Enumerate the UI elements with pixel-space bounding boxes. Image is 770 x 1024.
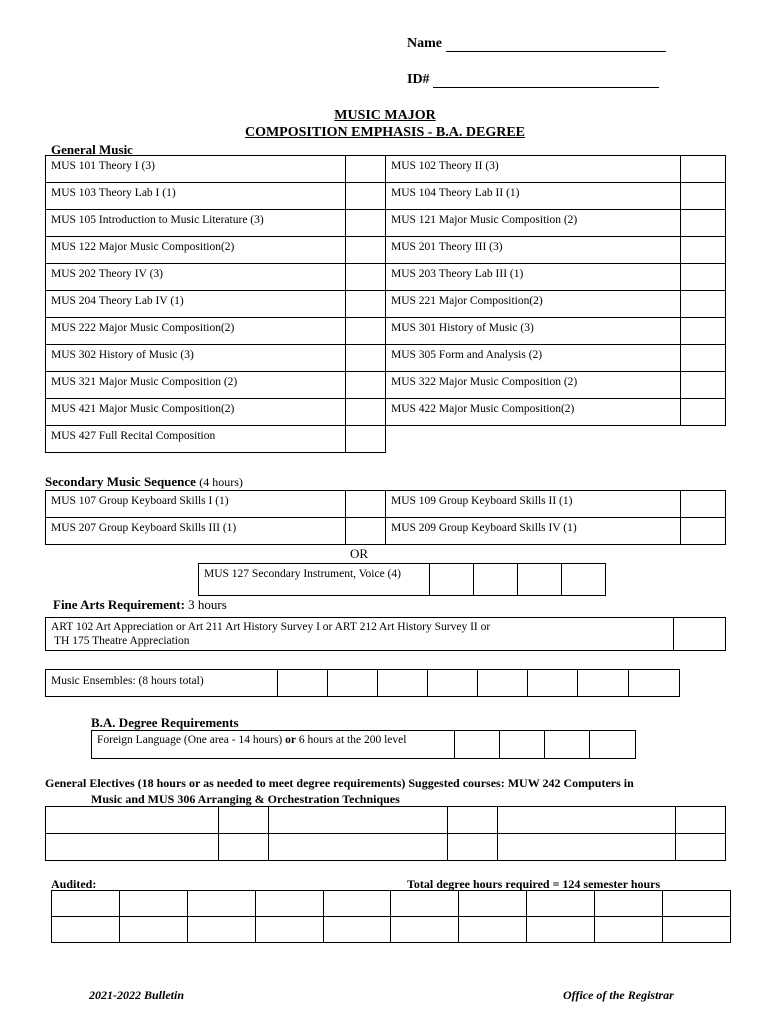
table-row xyxy=(46,372,726,399)
secondary-alt-course: MUS 127 Secondary Instrument, Voice (4) xyxy=(199,564,430,596)
course-check-box[interactable] xyxy=(346,491,386,518)
audit-cell[interactable] xyxy=(459,917,527,943)
audit-cell[interactable] xyxy=(527,891,595,917)
course-check-box[interactable] xyxy=(681,156,726,183)
course-name: MUS 301 History of Music (3) xyxy=(386,318,681,345)
audit-cell[interactable] xyxy=(255,917,323,943)
audit-row xyxy=(52,891,731,917)
elective-hours-cell[interactable] xyxy=(676,834,726,861)
id-input-line[interactable] xyxy=(433,74,659,88)
fine-arts-table xyxy=(45,617,726,651)
ba-box-2[interactable] xyxy=(500,731,545,759)
course-name: MUS 202 Theory IV (3) xyxy=(46,264,346,291)
course-name: MUS 102 Theory II (3) xyxy=(386,156,681,183)
fine-arts-line-1: ART 102 Art Appreciation or Art 211 Art History Survey I or ART 212 Art History Survey II or xyxy=(51,621,491,633)
table-row xyxy=(46,291,726,318)
secondary-heading-label: Secondary Music Sequence xyxy=(45,474,196,489)
elective-cell[interactable] xyxy=(46,807,219,834)
course-name: MUS 203 Theory Lab III (1) xyxy=(386,264,681,291)
ba-heading: B.A. Degree Requirements xyxy=(91,715,239,730)
course-name: MUS 302 History of Music (3) xyxy=(46,345,346,372)
ba-table xyxy=(91,730,636,759)
general-music-table xyxy=(45,155,726,453)
table-row xyxy=(46,318,726,345)
electives-line-2: Music and MUS 306 Arranging & Orchestration Techniques xyxy=(91,792,400,806)
fine-arts-heading xyxy=(53,597,227,613)
course-name: MUS 209 Group Keyboard Skills IV (1) xyxy=(386,518,681,545)
footer-bulletin: 2021-2022 Bulletin xyxy=(89,988,185,1002)
ensemble-box[interactable] xyxy=(378,670,428,697)
course-check-box[interactable] xyxy=(346,426,386,453)
course-check-box[interactable] xyxy=(681,399,726,426)
fine-arts-hours: 3 hours xyxy=(188,597,227,612)
table-row xyxy=(46,183,726,210)
alt-box-3[interactable] xyxy=(518,564,562,596)
ba-box-3[interactable] xyxy=(545,731,590,759)
course-check-box[interactable] xyxy=(346,237,386,264)
ensembles-table xyxy=(45,669,680,697)
audit-cell[interactable] xyxy=(391,891,459,917)
alt-box-4[interactable] xyxy=(562,564,606,596)
course-check-box[interactable] xyxy=(681,372,726,399)
course-check-box[interactable] xyxy=(346,183,386,210)
course-check-box[interactable] xyxy=(681,345,726,372)
course-name: MUS 222 Major Music Composition(2) xyxy=(46,318,346,345)
audit-cell[interactable] xyxy=(119,891,187,917)
ba-text-a: Foreign Language (One area - 14 hours) xyxy=(97,734,283,746)
course-name: MUS 109 Group Keyboard Skills II (1) xyxy=(386,491,681,518)
course-check-box[interactable] xyxy=(681,318,726,345)
secondary-hours: (4 hours) xyxy=(199,475,243,489)
audit-cell[interactable] xyxy=(391,917,459,943)
ba-requirement xyxy=(92,731,455,759)
ba-text-b: 6 hours at the 200 level xyxy=(298,734,407,746)
page-title: MUSIC MAJOR xyxy=(334,108,436,123)
course-name: MUS 321 Major Music Composition (2) xyxy=(46,372,346,399)
audit-cell[interactable] xyxy=(255,891,323,917)
electives-table xyxy=(45,806,726,861)
total-hours-label: Total degree hours required = 124 semester hours xyxy=(407,877,661,891)
general-music-heading: General Music xyxy=(51,142,133,157)
secondary-table xyxy=(45,490,726,545)
audited-label: Audited: xyxy=(51,877,97,891)
ba-box-4[interactable] xyxy=(590,731,636,759)
id-label: ID# xyxy=(407,72,430,87)
course-name: MUS 305 Form and Analysis (2) xyxy=(386,345,681,372)
table-row xyxy=(46,491,726,518)
course-name: MUS 105 Introduction to Music Literature (3) xyxy=(46,210,346,237)
table-row xyxy=(46,156,726,183)
course-check-box[interactable] xyxy=(681,491,726,518)
course-check-box[interactable] xyxy=(346,345,386,372)
table-row xyxy=(46,399,726,426)
course-name: MUS 422 Major Music Composition(2) xyxy=(386,399,681,426)
audit-cell[interactable] xyxy=(323,917,391,943)
course-check-box[interactable] xyxy=(681,237,726,264)
id-field xyxy=(407,72,659,88)
empty-cell xyxy=(386,426,726,453)
table-row xyxy=(46,264,726,291)
course-name: MUS 221 Major Composition(2) xyxy=(386,291,681,318)
ensemble-box[interactable] xyxy=(328,670,378,697)
alt-box-1[interactable] xyxy=(430,564,474,596)
audit-cell[interactable] xyxy=(595,917,663,943)
fine-arts-box[interactable] xyxy=(674,618,726,651)
course-name: MUS 107 Group Keyboard Skills I (1) xyxy=(46,491,346,518)
course-name: MUS 201 Theory III (3) xyxy=(386,237,681,264)
footer-registrar: Office of the Registrar xyxy=(563,988,674,1002)
audit-cell[interactable] xyxy=(52,917,120,943)
audit-row xyxy=(52,917,731,943)
ensemble-box[interactable] xyxy=(629,670,680,697)
course-check-box[interactable] xyxy=(346,291,386,318)
ba-box-1[interactable] xyxy=(455,731,500,759)
ensemble-box[interactable] xyxy=(478,670,528,697)
course-name: MUS 121 Major Music Composition (2) xyxy=(386,210,681,237)
fine-arts-line-2: TH 175 Theatre Appreciation xyxy=(54,635,190,647)
course-check-box[interactable] xyxy=(681,210,726,237)
elective-hours-cell[interactable] xyxy=(448,834,498,861)
audit-cell[interactable] xyxy=(52,891,120,917)
course-name: MUS 207 Group Keyboard Skills III (1) xyxy=(46,518,346,545)
audit-cell[interactable] xyxy=(119,917,187,943)
table-row xyxy=(46,345,726,372)
elective-hours-cell[interactable] xyxy=(219,807,269,834)
elective-hours-cell[interactable] xyxy=(676,807,726,834)
course-check-box[interactable] xyxy=(346,264,386,291)
course-check-box[interactable] xyxy=(346,372,386,399)
elective-cell[interactable] xyxy=(269,834,448,861)
course-check-box[interactable] xyxy=(346,518,386,545)
audit-cell[interactable] xyxy=(187,917,255,943)
audit-cell[interactable] xyxy=(595,891,663,917)
secondary-alt-table xyxy=(198,563,606,596)
fine-arts-heading-label: Fine Arts Requirement: xyxy=(53,597,185,612)
elective-cell[interactable] xyxy=(498,834,676,861)
audit-table xyxy=(51,890,731,943)
elective-cell[interactable] xyxy=(46,834,219,861)
alt-box-2[interactable] xyxy=(474,564,518,596)
audit-cell[interactable] xyxy=(527,917,595,943)
course-check-box[interactable] xyxy=(346,399,386,426)
elective-cell[interactable] xyxy=(498,807,676,834)
name-input-line[interactable] xyxy=(446,38,666,52)
or-label: OR xyxy=(350,546,369,561)
course-check-box[interactable] xyxy=(681,264,726,291)
table-row xyxy=(46,237,726,264)
fine-arts-course xyxy=(46,618,674,651)
ba-text-or: or xyxy=(285,734,296,746)
ensemble-box[interactable] xyxy=(278,670,328,697)
course-name: MUS 427 Full Recital Composition xyxy=(46,426,346,453)
course-name: MUS 122 Major Music Composition(2) xyxy=(46,237,346,264)
course-name: MUS 104 Theory Lab II (1) xyxy=(386,183,681,210)
table-row xyxy=(46,518,726,545)
page-subtitle: COMPOSITION EMPHASIS - B.A. DEGREE xyxy=(244,125,526,140)
electives-line-1: General Electives (18 hours or as needed to meet degree requirements) Suggested courses: MUW 242 Computers in xyxy=(45,776,634,790)
audit-cell[interactable] xyxy=(323,891,391,917)
elective-hours-cell[interactable] xyxy=(448,807,498,834)
table-row xyxy=(46,210,726,237)
course-check-box[interactable] xyxy=(681,518,726,545)
course-check-box[interactable] xyxy=(346,156,386,183)
course-name: MUS 101 Theory I (3) xyxy=(46,156,346,183)
course-check-box[interactable] xyxy=(681,183,726,210)
name-field xyxy=(407,36,666,52)
ensemble-box[interactable] xyxy=(528,670,578,697)
course-check-box[interactable] xyxy=(346,210,386,237)
elective-hours-cell[interactable] xyxy=(219,834,269,861)
audit-cell[interactable] xyxy=(459,891,527,917)
audit-cell[interactable] xyxy=(187,891,255,917)
course-name: MUS 204 Theory Lab IV (1) xyxy=(46,291,346,318)
audit-cell[interactable] xyxy=(663,917,731,943)
elective-cell[interactable] xyxy=(269,807,448,834)
ensemble-box[interactable] xyxy=(428,670,478,697)
ensemble-box[interactable] xyxy=(578,670,629,697)
course-check-box[interactable] xyxy=(681,291,726,318)
course-name: MUS 322 Major Music Composition (2) xyxy=(386,372,681,399)
course-name: MUS 103 Theory Lab I (1) xyxy=(46,183,346,210)
table-row xyxy=(46,426,726,453)
course-check-box[interactable] xyxy=(346,318,386,345)
name-label: Name xyxy=(407,36,442,51)
course-name: MUS 421 Major Music Composition(2) xyxy=(46,399,346,426)
ensembles-label: Music Ensembles: (8 hours total) xyxy=(46,670,278,697)
secondary-heading xyxy=(45,474,243,490)
audit-cell[interactable] xyxy=(663,891,731,917)
